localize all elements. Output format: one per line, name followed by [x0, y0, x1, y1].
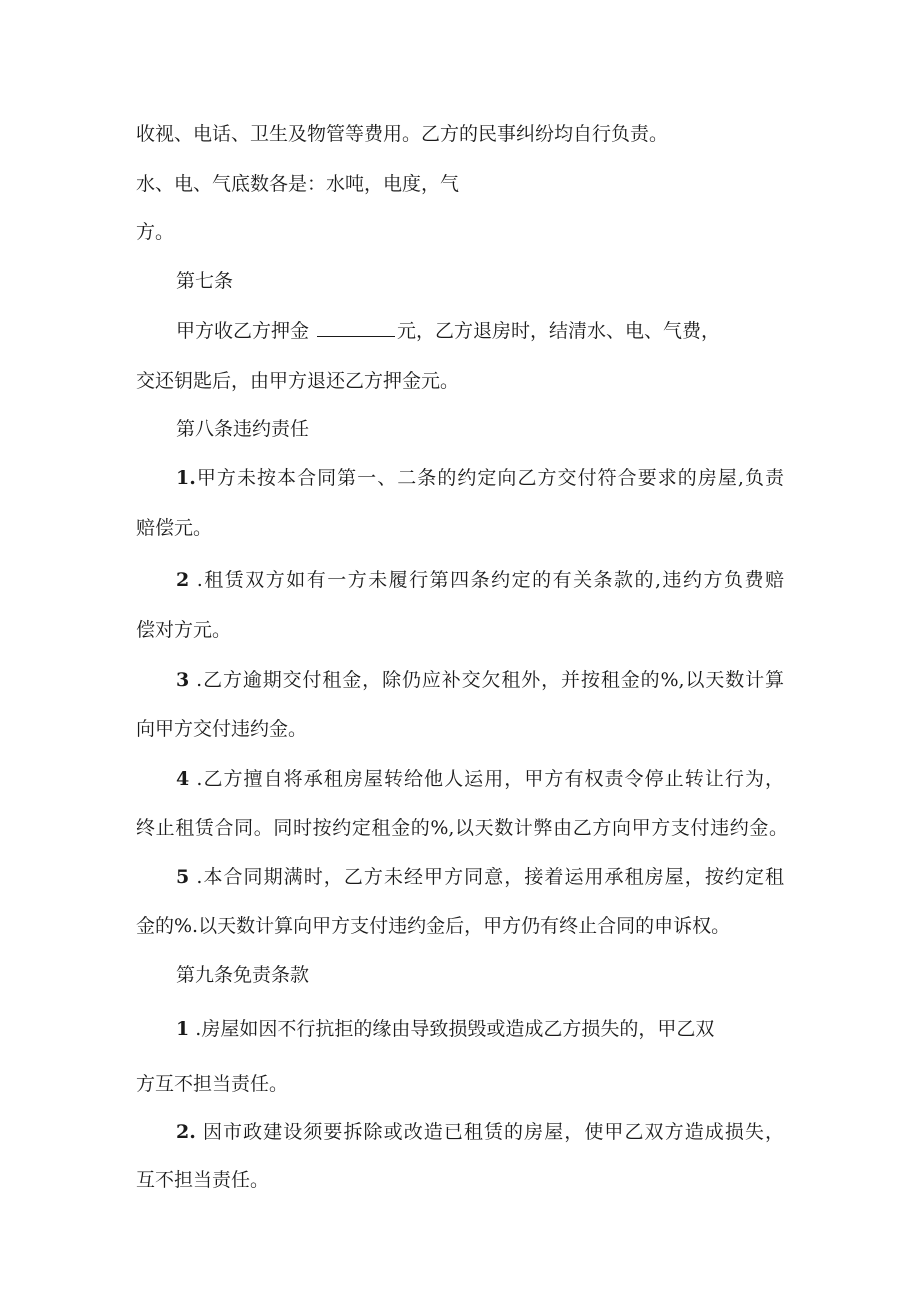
- item-number: 1: [176, 1018, 190, 1040]
- paragraph-line: [136, 369, 459, 393]
- text: .乙方逾期交付租金，除仍应补交欠租外，并按租金的%,以天数计算: [196, 669, 784, 691]
- text: 金的%.以天数计算向甲方支付违约金后，甲方仍有终止合同的申诉权。: [136, 915, 731, 937]
- item-number: 3: [176, 669, 190, 691]
- heading-text: 第七条: [176, 270, 234, 292]
- paragraph-line: [176, 568, 784, 592]
- item-number: 2.: [176, 1121, 196, 1143]
- text: 向甲方交付违约金。: [136, 718, 308, 740]
- text: 赔偿元。: [136, 517, 213, 539]
- article-heading: [176, 269, 233, 293]
- paragraph-line: [176, 668, 784, 692]
- paragraph-line: [136, 516, 212, 540]
- text: 甲方未按本合同第一、二条的约定向乙方交付符合要求的房屋,负责: [195, 467, 784, 489]
- text: 甲方收乙方押金: [176, 320, 310, 342]
- text: 偿对方元。: [136, 619, 232, 641]
- paragraph-line: [136, 816, 788, 840]
- item-number: 1.: [176, 467, 196, 489]
- heading-text: 第九条免责条款: [176, 964, 310, 986]
- paragraph-line: [176, 466, 784, 490]
- article-heading: [176, 417, 309, 441]
- text: 收视、电话、卫生及物管等费用。乙方的民事纠纷均自行负责。: [136, 123, 669, 145]
- paragraph-line: [176, 767, 784, 791]
- paragraph-line: [136, 1168, 269, 1192]
- paragraph-line: [176, 865, 784, 889]
- paragraph-line: [136, 618, 231, 642]
- text: 交还钥匙后，由甲方退还乙方押金元。: [136, 370, 460, 392]
- paragraph-line: [136, 172, 459, 196]
- paragraph-line: [176, 1017, 714, 1041]
- paragraph-line: [176, 318, 720, 343]
- text: .租赁双方如有一方未履行第四条约定的有关条款的,违约方负费赔: [196, 569, 784, 591]
- paragraph-line: [136, 1072, 288, 1096]
- text: 方。: [136, 221, 175, 243]
- paragraph-line: [176, 1120, 784, 1144]
- paragraph-line: [136, 220, 174, 244]
- text: 水、电、气底数各是：水吨，电度，气: [136, 173, 460, 195]
- paragraph-line: [136, 914, 730, 938]
- article-heading: [176, 963, 309, 987]
- paragraph-line: [136, 122, 668, 146]
- text: 方互不担当责任。: [136, 1073, 289, 1095]
- text: .乙方擅自将承租房屋转给他人运用，甲方有权责令停止转让行为，: [196, 768, 785, 790]
- heading-text: 第八条违约责任: [176, 418, 310, 440]
- text: 终止租赁合同。同时按约定租金的%,以天数计弊由乙方向甲方支付违约金。: [136, 817, 788, 839]
- paragraph-line: [136, 717, 307, 741]
- text: 互不担当责任。: [136, 1169, 270, 1191]
- text: 因市政建设须要拆除或改造已租赁的房屋，使甲乙双方造成损失，: [202, 1121, 784, 1143]
- item-number: 4: [176, 768, 190, 790]
- text: .本合同期满时，乙方未经甲方同意，接着运用承租房屋，按约定租: [196, 866, 785, 888]
- item-number: 5: [176, 866, 190, 888]
- item-number: 2: [176, 569, 190, 591]
- text: 元，乙方退房时，结清水、电、气费，: [397, 320, 721, 342]
- text: .房屋如因不行抗拒的缘由导致损毁或造成乙方损失的，甲乙双: [195, 1018, 715, 1040]
- fill-in-blank: [317, 318, 395, 337]
